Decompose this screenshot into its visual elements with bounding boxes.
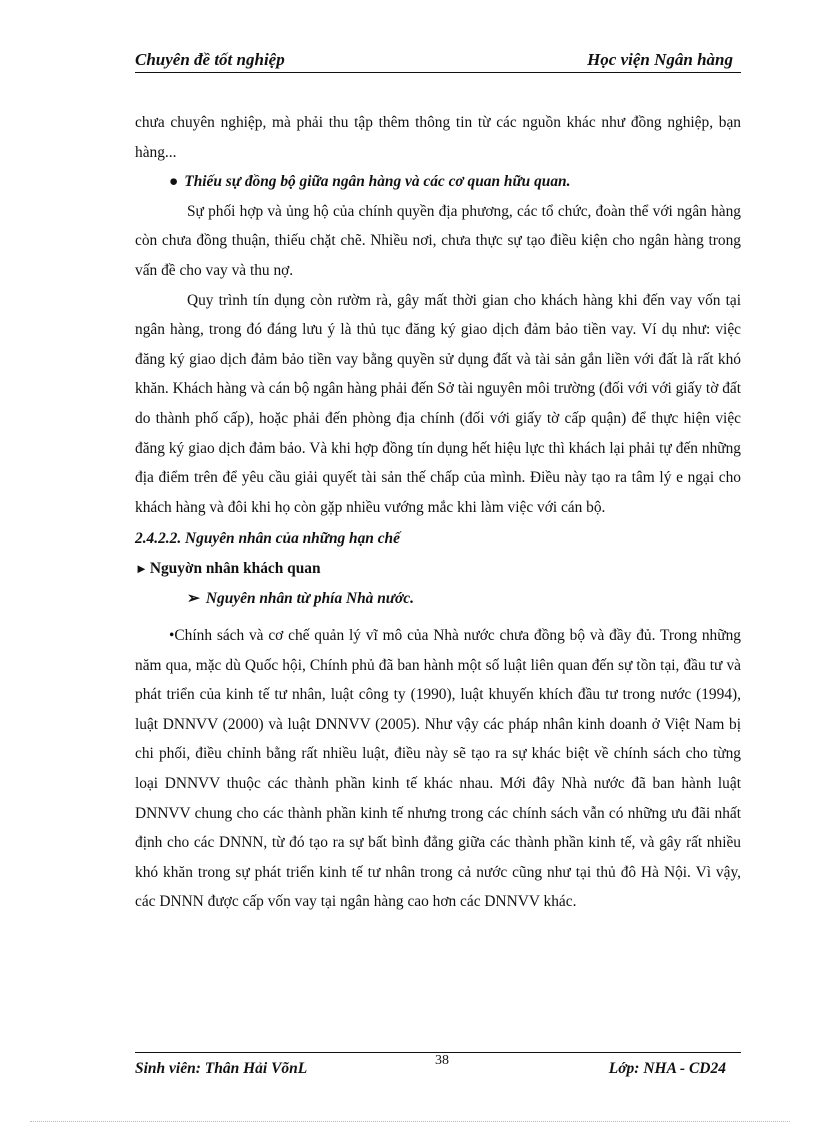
footer-student-name: Sinh viên: Thân Hải VõnL <box>135 1060 308 1077</box>
page-body <box>135 108 741 917</box>
subsubsection-heading-text: Nguyên nhân từ phía Nhà nước. <box>205 589 414 607</box>
paragraph-coordination: Sự phối hợp và ủng hộ của chính quyền địa phương, các tổ chức, đoàn thể với ngân hàng còn chưa đồng thuận, thiếu chặt chẽ. Nhiều nơi, chưa thực sự tạo điều kiện cho ngân hàng trong vấn đề cho vay và thu nợ. <box>135 202 741 279</box>
header-document-title: Chuyên đề tốt nghiệp <box>135 50 285 69</box>
footer-class: Lớp: NHA - CD24 <box>608 1060 726 1077</box>
arrowhead-bullet-icon: ➢ <box>187 589 200 607</box>
paragraph-continuation: chưa chuyên nghiệp, mà phải thu tập thêm thông tin từ các nguồn khác như đồng nghiệp, bạn hàng... <box>135 114 741 161</box>
paragraph-credit-process: Quy trình tín dụng còn rườm rà, gây mất thời gian cho khách hàng khi đến vay vốn tại ngân hàng, trong đó đáng lưu ý là thủ tục đăng ký giao dịch đảm bảo tiền vay. Ví dụ như: việc đăng ký giao dịch đảm bảo tiền vay bằng quyền sử dụng đất và tài sản gắn liền với đất là rất khó khăn. Khách hàng và cán bộ ngân hàng phải đến Sở tài nguyên môi trường (đối với với giấy tờ đất do thành phố cấp), hoặc phải đến phòng địa chính (đối với giấy tờ cấp quận) để thực hiện việc đăng ký giao dịch đảm bảo. Và khi hợp đồng tín dụng hết hiệu lực thì khách lại phải tự đến những địa điểm trên để yêu cầu giải quyết tài sản thế chấp của mình. Điều này tạo ra tâm lý e ngại cho khách hàng và đôi khi họ còn gặp nhiều vướng mắc khi làm việc với cán bộ. <box>135 291 741 516</box>
bullet-dot-icon: ● <box>169 173 179 191</box>
subsection-heading <box>135 554 741 584</box>
paragraph-state-policy: •Chính sách và cơ chế quản lý vĩ mô của Nhà nước chưa đồng bộ và đầy đủ. Trong những năm qua, mặc dù Quốc hội, Chính phủ đã ban hành một số luật liên quan đến sự tồn tại, đầu tư và phát triển của kinh tế tư nhân, luật công ty (1990), luật khuyến khích đầu tư trong nước (1994), luật DNNVV (2000) và luật DNNVV (2005). Như vậy các pháp nhân kinh doanh ở Việt Nam bị chi phối, điều chỉnh bằng rất nhiều luật, điều này sẽ tạo ra sự khác biệt về chính sách cho từng loại DNNVV thuộc các thành phần kinh tế khác nhau. Mới đây Nhà nước đã ban hành luật DNNVV chung cho các thành phần kinh tế nhưng trong các chính sách vẫn có những ưu đãi nhất định cho các DNNN, từ đó tạo ra sự bất bình đẳng giữa các thành phần kinh tế, và gây rất nhiều khó khăn trong sự phát triển kinh tế tư nhân trong cả nước cũng như tại thủ đô Hà Nội. Vì vậy, các DNNN được cấp vốn vay tại ngân hàng cao hơn các DNNVV khác. <box>135 627 741 911</box>
section-heading: 2.4.2.2. Nguyên nhân của những hạn chế <box>135 530 400 548</box>
page-edge-divider <box>30 1121 790 1122</box>
page-header <box>135 50 741 73</box>
subsection-heading-text: Nguyờn nhân khách quan <box>149 559 321 577</box>
page-footer <box>135 1052 741 1083</box>
page-number: 38 <box>435 1053 449 1068</box>
header-institution: Học viện Ngân hàng <box>587 50 733 69</box>
triangle-pointer-icon: ► <box>135 560 148 576</box>
subsubsection-heading <box>135 584 741 614</box>
bullet-heading <box>135 167 741 197</box>
bullet-heading-text: Thiếu sự đồng bộ giữa ngân hàng và các cơ quan hữu quan. <box>184 173 571 191</box>
